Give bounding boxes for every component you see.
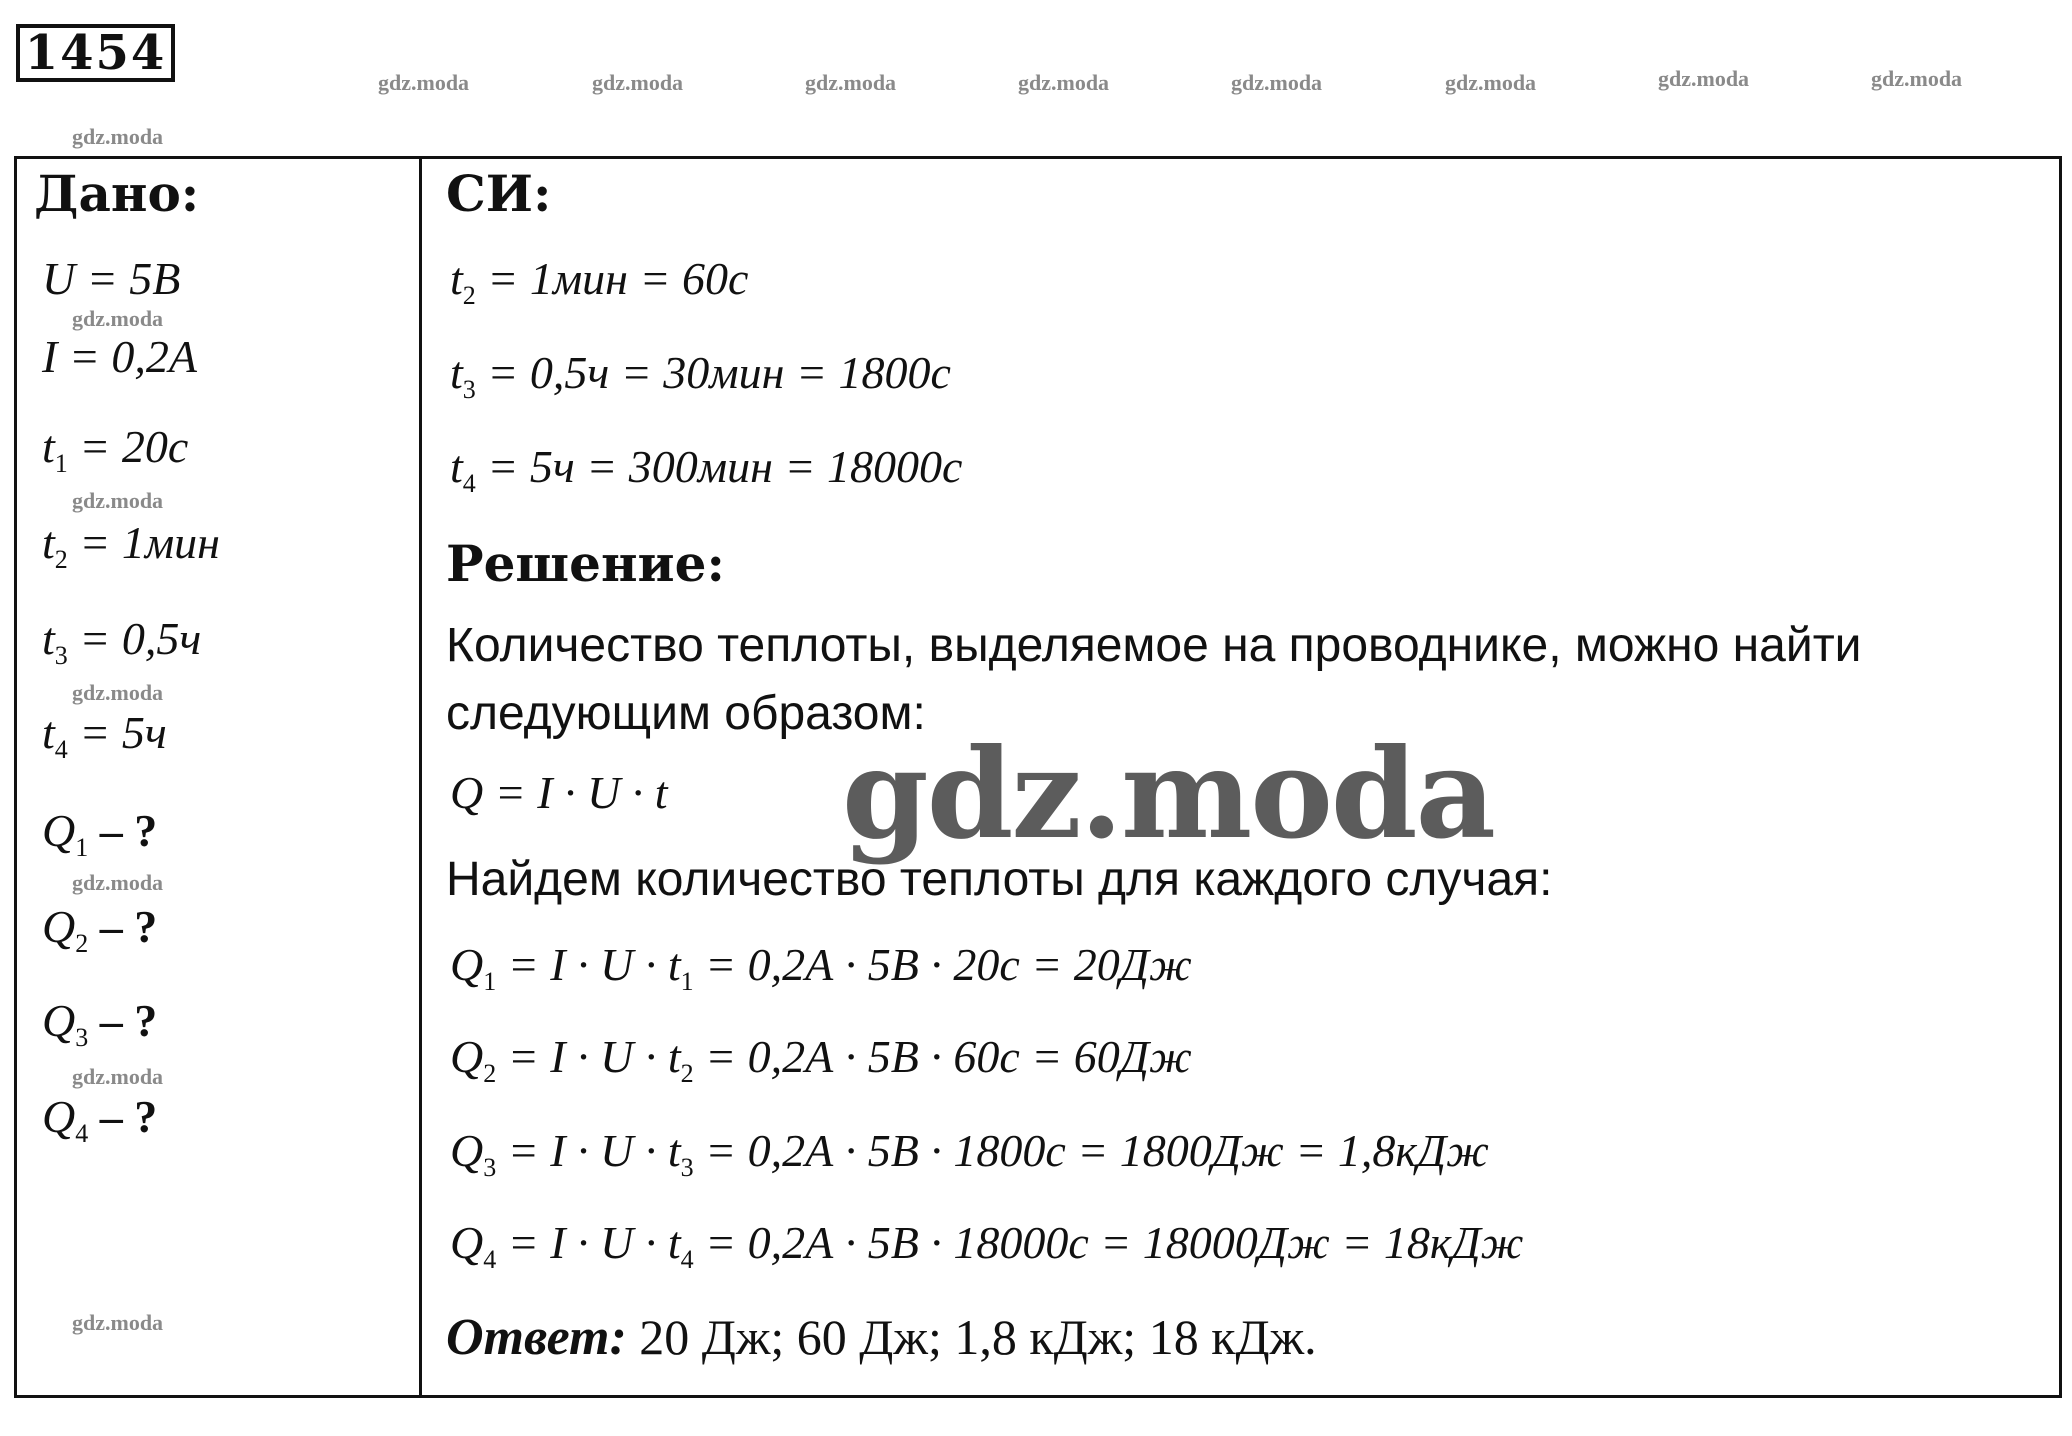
si-header: СИ: [446, 164, 552, 223]
unknown-item: $Q_3$ – ? [42, 995, 158, 1052]
main-formula: Q = I · U · t [450, 767, 668, 818]
column-divider [419, 156, 422, 1398]
calc-line: $Q_3 = I \cdot U \cdot t_3 = 0,2А \cdot 5В \cdot 1800с = 1800Дж = 1,8кДж$ [450, 1125, 1489, 1182]
problem-number: 1454 [16, 24, 175, 82]
watermark: gdz.moda [1871, 66, 1963, 91]
watermark: gdz.moda [1018, 70, 1110, 95]
answer-text: 20 Дж; 60 Дж; 1,8 кДж; 18 кДж. [626, 1309, 1317, 1365]
given-item: $t_1 = 20с$ [42, 421, 189, 478]
answer-label: Ответ: [446, 1309, 627, 1366]
given-item: U = 5В [42, 253, 181, 304]
watermark: gdz.moda [72, 488, 164, 513]
answer-line [446, 1308, 1317, 1367]
given-item: $t_4 = 5ч$ [42, 707, 167, 764]
watermark: gdz.moda [72, 1310, 164, 1335]
given-item: $t_3 = 0,5ч$ [42, 613, 202, 670]
si-item: $t_2 = 1мин = 60с$ [450, 253, 749, 310]
solution-subheading: Найдем количество теплоты для каждого случая: [446, 853, 1553, 906]
given-item: I = 0,2А [42, 331, 197, 382]
unknown-item: $Q_4$ – ? [42, 1091, 158, 1148]
watermark: gdz.moda [72, 680, 164, 705]
watermark: gdz.moda [805, 70, 897, 95]
watermark: gdz.moda [72, 124, 164, 149]
unknown-item: $Q_2$ – ? [42, 901, 158, 958]
unknown-item: $Q_1$ – ? [42, 805, 158, 862]
solution-intro-line2: следующим образом: [446, 687, 926, 740]
watermark: gdz.moda [378, 70, 470, 95]
solution-header: Решение: [446, 534, 725, 593]
given-header: Дано: [34, 164, 200, 223]
watermark: gdz.moda [72, 1064, 164, 1089]
watermark-large: gdz.moda [842, 722, 1494, 867]
calc-line: $Q_4 = I \cdot U \cdot t_4 = 0,2А \cdot 5В \cdot 18000с = 18000Дж = 18кДж$ [450, 1217, 1524, 1274]
watermark: gdz.moda [1658, 66, 1750, 91]
calc-line: $Q_2 = I \cdot U \cdot t_2 = 0,2А \cdot 5В \cdot 60с = 60Дж$ [450, 1031, 1192, 1088]
solution-intro-line1: Количество теплоты, выделяемое на проводнике, можно найти [446, 619, 1862, 672]
watermark: gdz.moda [1231, 70, 1323, 95]
watermark: gdz.moda [592, 70, 684, 95]
calc-line: $Q_1 = I \cdot U \cdot t_1 = 0,2А \cdot 5В \cdot 20с = 20Дж$ [450, 939, 1192, 996]
watermark: gdz.moda [72, 870, 164, 895]
watermark: gdz.moda [72, 306, 164, 331]
si-item: $t_3 = 0,5ч = 30мин = 1800с$ [450, 347, 951, 404]
watermark: gdz.moda [1445, 70, 1537, 95]
si-item: $t_4 = 5ч = 300мин = 18000с$ [450, 441, 963, 498]
given-item: $t_2 = 1мин$ [42, 517, 220, 574]
